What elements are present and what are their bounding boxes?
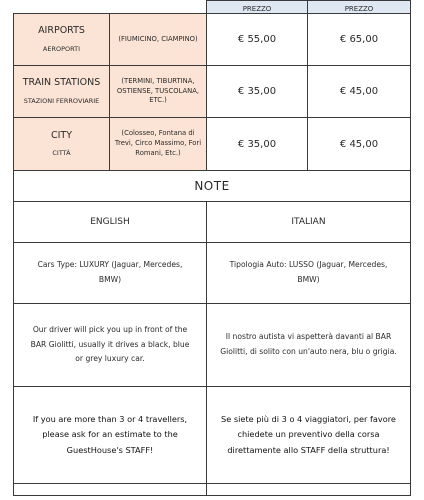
note-english: Cars Type: LUXURY (Jaguar, Mercedes, BMW) bbox=[14, 243, 207, 304]
route-row-train-stations bbox=[14, 66, 411, 118]
route-price-1: € 35,00 bbox=[207, 118, 308, 171]
notes-title-row bbox=[14, 171, 411, 202]
table-bottom-row bbox=[14, 484, 411, 496]
note-italian: Se siete più di 3 o 4 viaggiatori, per favore chiedete un preventivo della corsa direttamente allo STAFF della struttura! bbox=[207, 387, 411, 484]
route-places: (TERMINI, TIBURTINA, OSTIENSE, TUSCOLANA, ETC.) bbox=[110, 66, 207, 118]
route-price-1: € 55,00 bbox=[207, 14, 308, 66]
note-italian: Tipologia Auto: LUSSO (Jaguar, Mercedes, BMW) bbox=[207, 243, 411, 304]
english-header: ENGLISH bbox=[14, 202, 207, 243]
bottom-cell-right bbox=[207, 484, 411, 496]
price-table bbox=[13, 0, 411, 496]
route-places: (FIUMICINO, CIAMPINO) bbox=[110, 14, 207, 66]
price-sheet bbox=[13, 0, 410, 500]
route-name: AIRPORTS bbox=[38, 25, 85, 37]
notes-language-row bbox=[14, 202, 411, 243]
note-english: If you are more than 3 or 4 travellers, please ask for an estimate to the GuestHouse's STAFF! bbox=[14, 387, 207, 484]
route-places: (Colosseo, Fontana di Trevi, Circo Massimo, Fori Romani, Etc.) bbox=[110, 118, 207, 171]
note-row-group-estimate bbox=[14, 387, 411, 484]
note-english: Our driver will pick you up in front of the BAR Giolitti, usually it drives a black, blue or grey luxury car. bbox=[14, 304, 207, 387]
route-name: CITY bbox=[50, 129, 73, 141]
price-header-row bbox=[14, 1, 411, 14]
route-name-cell bbox=[14, 66, 110, 118]
route-price-2: € 45,00 bbox=[308, 66, 411, 118]
route-name-cell bbox=[14, 14, 110, 66]
route-name-italian: AEROPORTI bbox=[42, 44, 81, 53]
route-row-city bbox=[14, 118, 411, 171]
route-name-cell bbox=[14, 118, 110, 171]
route-row-airports bbox=[14, 14, 411, 66]
header-spacer bbox=[14, 1, 207, 14]
route-price-2: € 65,00 bbox=[308, 14, 411, 66]
notes-title: NOTE bbox=[14, 171, 411, 202]
note-row-pickup bbox=[14, 304, 411, 387]
note-italian: Il nostro autista vi aspetterà davanti al BAR Giolitti, di solito con un'auto nera, blu o grigia. bbox=[207, 304, 411, 387]
price-header-2: PREZZO bbox=[308, 1, 411, 14]
price-header-1: PREZZO bbox=[207, 1, 308, 14]
route-name-italian: CITTÀ bbox=[52, 149, 71, 158]
bottom-cell-left bbox=[14, 484, 207, 496]
route-price-1: € 35,00 bbox=[207, 66, 308, 118]
italian-header: ITALIAN bbox=[207, 202, 411, 243]
route-name: TRAIN STATIONS bbox=[22, 77, 101, 89]
route-name-italian: STAZIONI FERROVIARIE bbox=[23, 96, 100, 105]
note-row-car-type bbox=[14, 243, 411, 304]
route-price-2: € 45,00 bbox=[308, 118, 411, 171]
